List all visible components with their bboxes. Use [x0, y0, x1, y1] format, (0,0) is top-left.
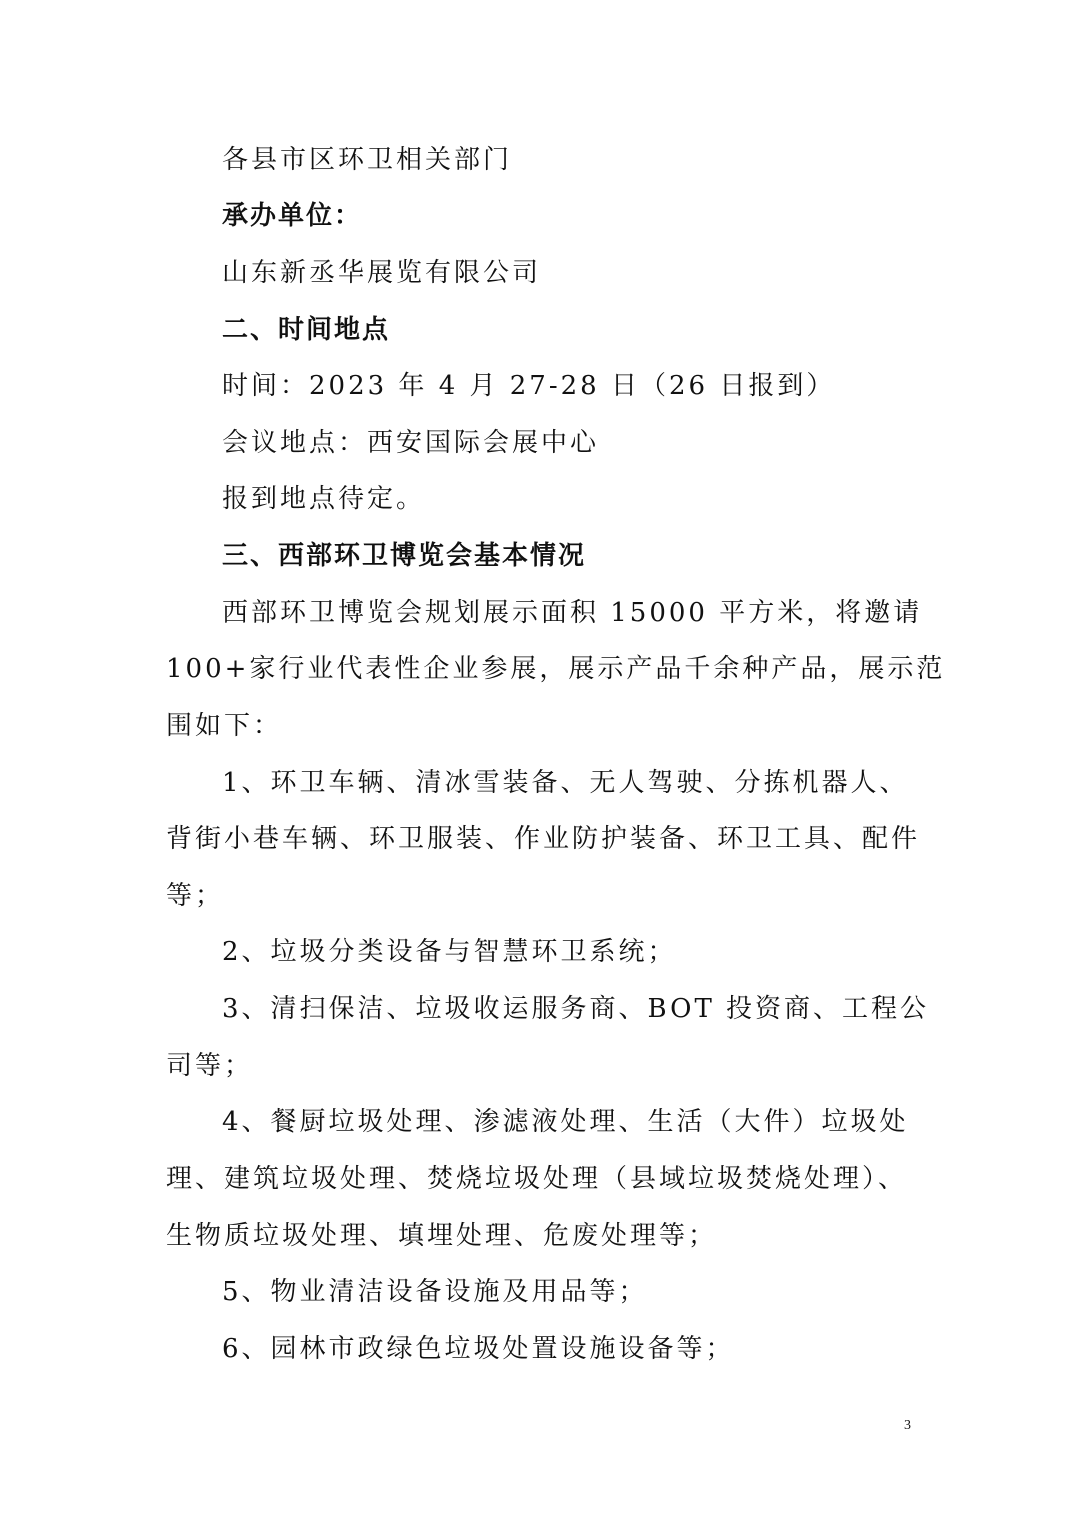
scope-item-3-line-2: 司等；: [166, 1051, 254, 1081]
scope-item-4-line-1: 4、餐厨垃圾处理、渗滤液处理、生活（大件）垃圾处: [222, 1107, 909, 1137]
expo-overview-line-1: 西部环卫博览会规划展示面积 15000 平方米，将邀请: [222, 598, 923, 628]
host-unit-name: 山东新丞华展览有限公司: [222, 258, 542, 288]
organizer-departments-line: 各县市区环卫相关部门: [222, 145, 513, 175]
section-expo-overview-heading: 三、西部环卫博览会基本情况: [222, 541, 587, 571]
scope-item-3-line-1: 3、清扫保洁、垃圾收运服务商、BOT 投资商、工程公: [222, 994, 930, 1024]
section-time-location-heading: 二、时间地点: [222, 315, 391, 345]
event-time: 时间：2023 年 4 月 27-28 日（26 日报到）: [222, 371, 836, 401]
scope-item-1-line-3: 等；: [166, 881, 225, 911]
scope-item-1-line-1: 1、环卫车辆、清冰雪装备、无人驾驶、分拣机器人、: [222, 768, 909, 798]
scope-item-4-line-3: 生物质垃圾处理、填埋处理、危废处理等；: [166, 1221, 718, 1251]
scope-item-1-line-2: 背街小巷车辆、环卫服装、作业防护装备、环卫工具、配件: [166, 824, 921, 854]
registration-venue: 报到地点待定。: [222, 484, 426, 514]
scope-item-5: 5、物业清洁设备设施及用品等；: [222, 1277, 648, 1307]
scope-item-6: 6、园林市政绿色垃圾处置设施设备等；: [222, 1334, 735, 1364]
page-number: 3: [904, 1418, 911, 1433]
scope-item-2: 2、垃圾分类设备与智慧环卫系统；: [222, 937, 677, 967]
host-unit-heading: 承办单位：: [222, 201, 363, 231]
expo-overview-line-2: 100+家行业代表性企业参展，展示产品千余种产品，展示范: [166, 654, 946, 684]
expo-overview-line-3: 围如下：: [166, 711, 283, 741]
scope-item-4-line-2: 理、建筑垃圾处理、焚烧垃圾处理（县域垃圾焚烧处理）、: [166, 1164, 908, 1194]
meeting-venue: 会议地点：西安国际会展中心: [222, 428, 600, 458]
